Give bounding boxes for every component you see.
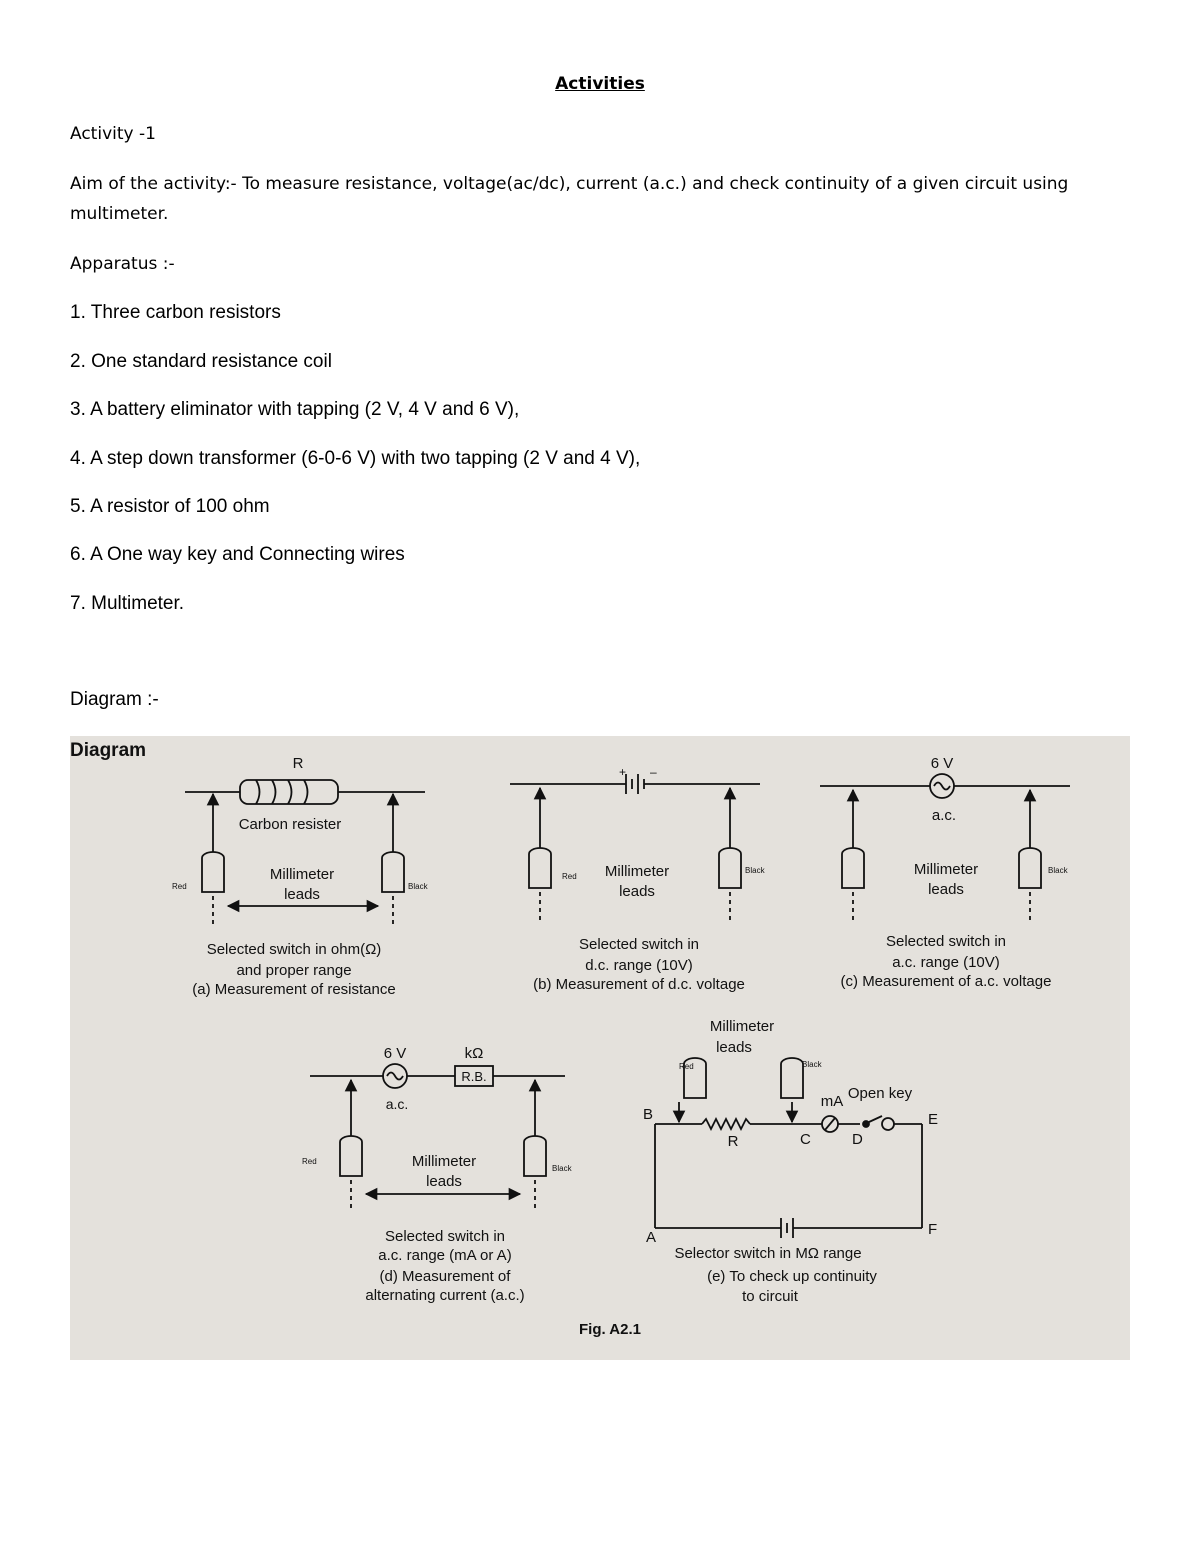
panel-e-title-line1: (e) To check up continuity [707,1268,877,1285]
figure-caption: Fig. A2.1 [579,1321,641,1338]
panel-c-ac-voltage [820,774,1070,922]
panel-b-title: (b) Measurement of d.c. voltage [533,976,745,993]
page-title: Activities [555,74,645,94]
panel-c-black-label: Black [1048,866,1068,875]
panel-b-leads-line2: leads [619,883,655,900]
panel-c-ac-label: a.c. [931,807,957,824]
panel-e-leads-line1: Millimeter [709,1018,775,1035]
panel-c-leads-line1: Millimeter [913,861,979,878]
panel-c-switch-line2: a.c. range (10V) [892,954,1000,971]
panel-d-box-unit-label: kΩ [464,1045,484,1062]
panel-b-switch-line2: d.c. range (10V) [585,957,693,974]
aim-text: Aim of the activity:- To measure resistance, voltage(ac/dc), current (a.c.) and check continuity of a given circuit using multimeter. [70,174,1069,224]
panel-c-leads-line2: leads [928,881,964,898]
panel-d-leads-line2: leads [426,1173,462,1190]
panel-d-title-line1: (d) Measurement of [379,1268,511,1285]
panel-e-key-label: Open key [847,1085,913,1102]
panel-a-switch-line2: and proper range [236,962,352,979]
apparatus-item-6: 6. A One way key and Connecting wires [70,544,405,565]
panel-d-title-line2: alternating current (a.c.) [365,1287,525,1304]
panel-e-point-b: B [643,1106,654,1123]
panel-e-point-e: E [928,1111,939,1128]
panel-d-switch-line1: Selected switch in [384,1228,506,1245]
panel-a-resistance [185,780,425,926]
panel-a-red-label: Red [172,882,187,891]
panel-c-switch-line1: Selected switch in [885,933,1007,950]
panel-e-point-c: C [800,1131,811,1148]
panel-b-leads-line1: Millimeter [604,863,670,880]
panel-a-component-label: Carbon resister [238,816,342,833]
apparatus-heading: Apparatus :- [70,254,175,274]
apparatus-item-1: 1. Three carbon resistors [70,302,281,323]
panel-d-red-label: Red [302,1157,317,1166]
panel-d-black-label: Black [552,1164,572,1173]
apparatus-item-5: 5. A resistor of 100 ohm [70,496,270,517]
panel-b-red-label: Red [562,872,577,881]
panel-e-resistor-label: R [727,1133,739,1150]
panel-a-switch-line1: Selected switch in ohm(Ω) [206,941,382,958]
panel-d-leads-line1: Millimeter [411,1153,477,1170]
panel-e-switch-label: Selector switch in MΩ range [674,1245,862,1262]
panel-b-minus-label: – [650,765,657,779]
panel-e-title-line2: to circuit [742,1288,798,1305]
panel-b-plus-label: + [619,765,627,779]
panel-d-switch-line2: a.c. range (mA or A) [378,1247,512,1264]
panel-b-black-label: Black [745,866,765,875]
panel-e-leads-line2: leads [716,1039,752,1056]
panel-a-black-label: Black [408,882,428,891]
panel-a-title: (a) Measurement of resistance [192,981,396,998]
panel-e-meter-label: mA [820,1093,844,1110]
panel-e-point-d: D [852,1131,863,1148]
panel-d-source-label: 6 V [383,1045,407,1062]
panel-d-box-label: R.B. [461,1069,487,1084]
panel-a-leads-line2: leads [284,886,320,903]
panel-e-black-label: Black [802,1060,822,1069]
figure-heading: Diagram [70,740,147,761]
apparatus-item-3: 3. A battery eliminator with tapping (2 V, 4 V and 6 V), [70,399,520,420]
panel-a-leads-line1: Millimeter [269,866,335,883]
panel-c-title: (c) Measurement of a.c. voltage [840,973,1052,990]
diagram-svg [70,736,1130,1360]
panel-e-point-f: F [928,1221,938,1238]
diagram-figure [70,736,1130,1360]
apparatus-item-7: 7. Multimeter. [70,593,185,614]
apparatus-item-4: 4. A step down transformer (6-0-6 V) with two tapping (2 V and 4 V), [70,448,641,469]
activity-number: Activity -1 [70,124,156,144]
diagram-label: Diagram :- [70,689,159,710]
panel-c-source-label: 6 V [930,755,954,772]
apparatus-item-2: 2. One standard resistance coil [70,351,332,372]
panel-b-switch-line1: Selected switch in [578,936,700,953]
panel-d-ac-label: a.c. [385,1096,409,1112]
panel-e-red-label: Red [679,1062,694,1071]
panel-e-point-a: A [646,1229,657,1246]
panel-a-resistor-label: R [292,755,304,772]
